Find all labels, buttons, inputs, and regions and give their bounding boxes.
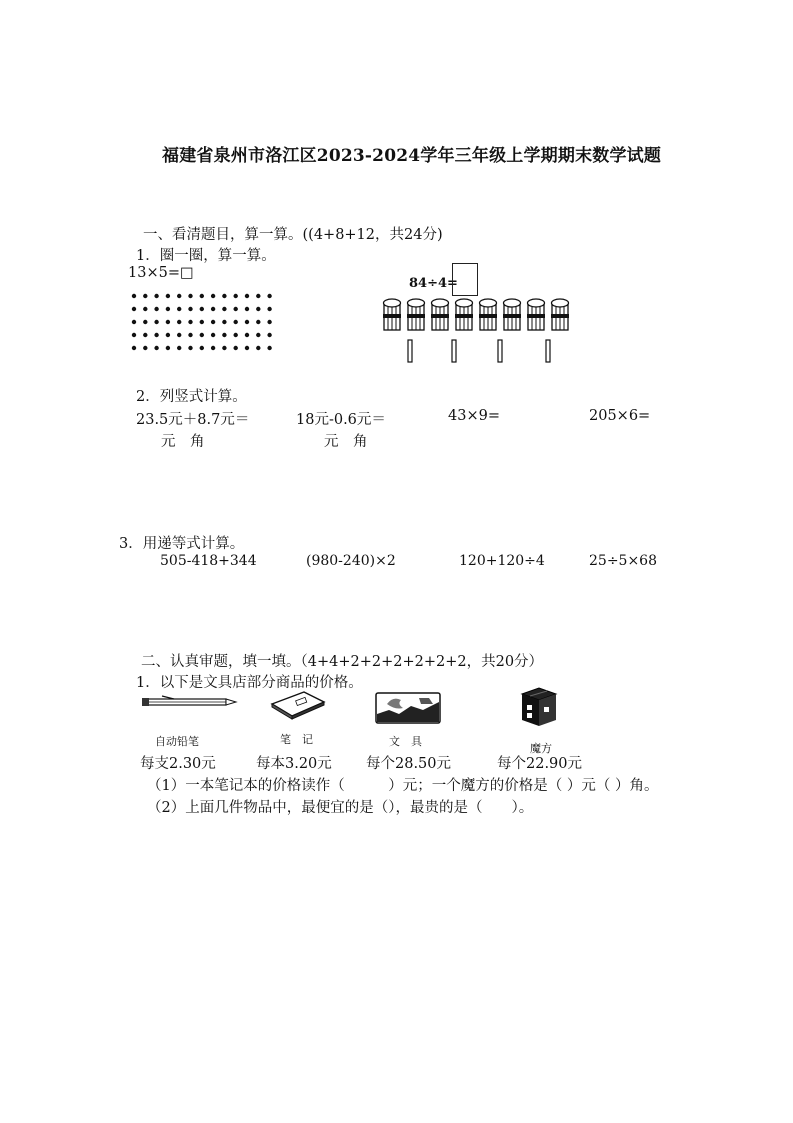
- stick-bundle: [479, 299, 497, 330]
- s2-q1-sub1: （1）一本笔记本的价格读作（ ）元；一个魔方的价格是（ ）元（ ）角。: [147, 778, 659, 794]
- dot: [154, 320, 158, 324]
- dot: [267, 307, 271, 311]
- dot: [143, 307, 147, 311]
- stick-bundle: [431, 299, 449, 330]
- loose-stick: [452, 340, 456, 362]
- section2-heading: 二、认真审题，填一填。（4+4+2+2+2+2+2+2，共20分）: [141, 654, 544, 670]
- dot: [256, 294, 260, 298]
- dot: [234, 320, 238, 324]
- dot: [200, 346, 204, 350]
- dot: [166, 307, 170, 311]
- dot: [166, 294, 170, 298]
- dot: [267, 294, 271, 298]
- stick-bundle: [503, 299, 521, 330]
- dot: [222, 320, 226, 324]
- product-name-cube: 魔方: [530, 742, 552, 755]
- dot: [234, 333, 238, 337]
- q3-item-2: (980-240)×2: [306, 553, 396, 569]
- dot: [267, 333, 271, 337]
- q2-item-3: 43×9=: [448, 408, 500, 424]
- stick-bundle: [383, 299, 401, 330]
- q3-item-1: 505-418+344: [160, 553, 257, 569]
- dot: [200, 307, 204, 311]
- dot: [132, 320, 136, 324]
- dot: [245, 307, 249, 311]
- loose-stick: [546, 340, 550, 362]
- dot: [154, 346, 158, 350]
- dot: [177, 333, 181, 337]
- product-price-pencil: 每支2.30元: [140, 756, 216, 772]
- q2-unit-2: 元 角: [324, 434, 368, 450]
- stick-bundle: [407, 299, 425, 330]
- dot: [188, 294, 192, 298]
- rubiks-cube-icon: [520, 688, 558, 728]
- dot: [222, 294, 226, 298]
- dot: [132, 307, 136, 311]
- dot: [256, 320, 260, 324]
- pencil-icon: [142, 694, 238, 710]
- dot: [245, 320, 249, 324]
- dot: [256, 333, 260, 337]
- dot: [222, 333, 226, 337]
- loose-stick: [498, 340, 502, 362]
- dot: [211, 294, 215, 298]
- product-price-notebook: 每本3.20元: [256, 756, 332, 772]
- dot: [211, 346, 215, 350]
- pencil-case-icon: [375, 692, 441, 724]
- dot: [188, 333, 192, 337]
- dot: [132, 294, 136, 298]
- s2-q1-sub2: （2）上面几件物品中，最便宜的是（），最贵的是（ ）。: [147, 800, 534, 816]
- dot: [177, 346, 181, 350]
- dot: [143, 333, 147, 337]
- dot: [222, 346, 226, 350]
- dot: [132, 333, 136, 337]
- product-name-pencil: 自动铅笔: [155, 735, 199, 748]
- dot: [177, 307, 181, 311]
- section1-heading: 一、看清题目，算一算。((4+8+12，共24分): [143, 227, 443, 243]
- dot: [234, 294, 238, 298]
- dot: [154, 333, 158, 337]
- stick-bundle: [455, 299, 473, 330]
- q3-item-4: 25÷5×68: [589, 553, 657, 569]
- dot: [132, 346, 136, 350]
- dot: [154, 307, 158, 311]
- dot: [166, 333, 170, 337]
- dot: [211, 333, 215, 337]
- q1-expr-right: 84÷4=: [409, 276, 458, 291]
- dot: [188, 320, 192, 324]
- dot: [143, 346, 147, 350]
- notebook-icon: [270, 690, 326, 720]
- dot: [200, 333, 204, 337]
- q2-item-4: 205×6=: [589, 408, 651, 424]
- q1-expr-left: 13×5=□: [128, 265, 194, 281]
- dot: [143, 320, 147, 324]
- dot: [188, 346, 192, 350]
- stick-bundle: [551, 299, 569, 330]
- dot: [256, 307, 260, 311]
- answer-box: [452, 263, 478, 296]
- dot: [222, 307, 226, 311]
- page-title: 福建省泉州市洛江区2023-2024学年三年级上学期期末数学试题: [162, 146, 662, 166]
- product-price-stationery: 每个28.50元: [366, 756, 452, 772]
- dot-grid-figure: [130, 292, 280, 354]
- q2-item-2: 18元-0.6元＝: [296, 412, 386, 428]
- dot: [245, 346, 249, 350]
- dot: [143, 294, 147, 298]
- q3-item-3: 120+120÷4: [459, 553, 545, 569]
- dot: [267, 346, 271, 350]
- product-price-cube: 每个22.90元: [497, 756, 583, 772]
- q3-label: 3．用递等式计算。: [119, 536, 245, 552]
- dot: [211, 307, 215, 311]
- dot: [166, 346, 170, 350]
- product-name-stationery: 文 具: [389, 735, 422, 748]
- dot: [245, 333, 249, 337]
- stick-bundles-figure: [380, 296, 590, 366]
- dot: [154, 294, 158, 298]
- dot: [200, 294, 204, 298]
- stick-bundle: [527, 299, 545, 330]
- dot: [267, 320, 271, 324]
- q1-label: 1．圈一圈，算一算。: [136, 248, 276, 264]
- dot: [188, 307, 192, 311]
- dot: [177, 294, 181, 298]
- s2-q1-label: 1．以下是文具店部分商品的价格。: [136, 675, 363, 691]
- q2-unit-1: 元 角: [161, 434, 205, 450]
- dot: [256, 346, 260, 350]
- dot: [200, 320, 204, 324]
- q2-label: 2．列竖式计算。: [136, 389, 247, 405]
- loose-stick: [408, 340, 412, 362]
- dot: [234, 346, 238, 350]
- q2-item-1: 23.5元＋8.7元＝: [136, 412, 250, 428]
- dot: [211, 320, 215, 324]
- dot: [177, 320, 181, 324]
- dot: [234, 307, 238, 311]
- product-name-notebook: 笔 记: [280, 733, 313, 746]
- dot: [166, 320, 170, 324]
- dot: [245, 294, 249, 298]
